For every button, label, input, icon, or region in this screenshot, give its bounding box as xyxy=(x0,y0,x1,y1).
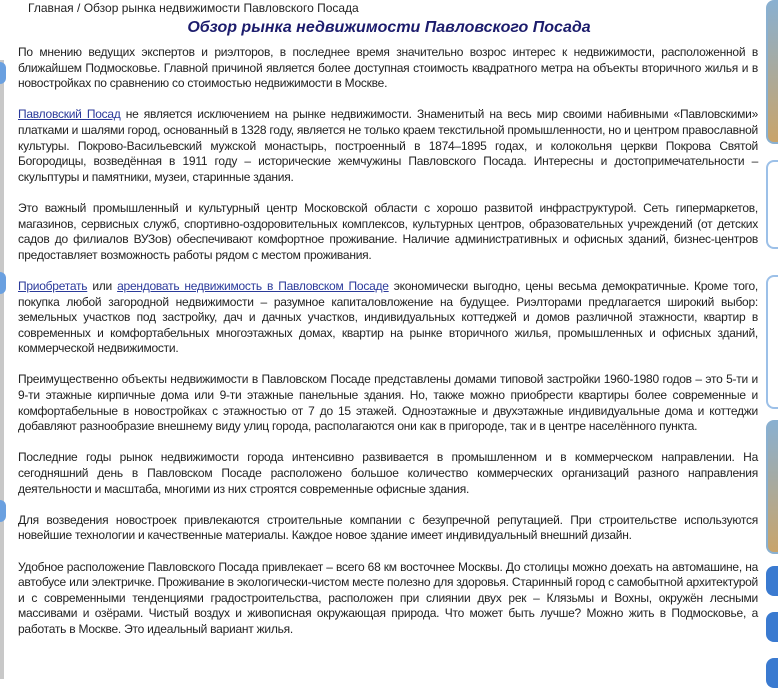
pavlovsky-posad-link[interactable]: Павловский Посад xyxy=(18,107,121,122)
paragraph xyxy=(18,107,758,185)
breadcrumb-current: Обзор рынка недвижимости Павловского Посада xyxy=(83,1,359,15)
paragraph: Удобное расположение Павловского Посада привлекает – всего 68 км восточнее Москвы. До столицы можно доехать на автомашине, на автобусе или электричке. Проживание в экологически-чистом месте полезно для здоровья. Старинный город с самобытной архитектурой и с современными тенденциями градостроительства, расположен при слиянии двух рек – Клязьмы и Вохны, окружён лесными массивами и озёрами. Чистый воздух и живописная окружающая природа. Что может быть лучше? Можно жить в Подмосковье, а работать в Москве. Это идеальный вариант жилья. xyxy=(18,559,758,636)
breadcrumb-separator: / xyxy=(73,1,84,15)
paragraph: Это важный промышленный и культурный центр Московской области с хорошо развитой инфраструктурой. Сеть гипермаркетов, магазинов, сервисных служб, спортивно-оздоровительных комплексов, культурных центров, образовательных учреждений (от детских садов до филиалов ВУЗов) обеспечивают комфортное проживание. Наличие административных и офисных зданий, бизнес-центров предоставляет возможность работы рядом с местом проживания. xyxy=(18,200,758,262)
breadcrumb xyxy=(28,1,359,15)
paragraph-text: экономически выгодно, цены весьма демократичные. Кроме того, покупка любой загородной недвижимости – разумное капиталовложение на будущее. Риэлторами предлагается широкий выбор: земельных участков под застройку, дач и дачных участков, индивидуальных коттеджей и домов различной этажности, квартир в современных и комфортабельных многоэтажных домах, квартир на рынке вторичного жилья, промышленных и офисных зданий, коммерческой недвижимости. xyxy=(18,278,758,356)
breadcrumb-home-link[interactable]: Главная xyxy=(28,1,74,15)
rent-link[interactable]: арендовать недвижимость в Павловском Посаде xyxy=(117,278,389,293)
article-body xyxy=(18,45,758,653)
sidebar-block xyxy=(766,275,778,409)
sidebar-button[interactable] xyxy=(766,658,778,688)
paragraph: Преимущественно объекты недвижимости в Павловском Посаде представлены домами типовой застройки 1960-1980 годов – это 5-ти и 9-ти этажные кирпичные дома или 9-ти этажные панельные здания. Но, также можно приобрести квартиры более современные и комфортабельные в новостройках с этажностью от 7 до 15 этажей. Одноэтажные и двухэтажные индивидуальные дома и коттеджи добавляют разнообразие внешнему виду улиц города, располагаются они как в пригороде, так и в центре населённого пункта. xyxy=(18,372,758,434)
buy-link[interactable]: Приобретать xyxy=(18,278,88,293)
sidebar-button[interactable] xyxy=(766,612,778,642)
left-widget-tab[interactable] xyxy=(0,62,6,84)
sidebar-button[interactable] xyxy=(766,566,778,596)
paragraph-text: не является исключением на рынке недвижимости. Знаменитый на весь мир своими набивными «Павловскими» платками и шалями город, основанный в 1328 году, является не только краем текстильной промышленности, но и центром православной культуры. Покрово-Васильевский мужской монастырь, построенный в 1874–1895 годах, и колокольня церкви Покрова Святой Богородицы, возведённая в 1911 году – исторические жемчужины Павловского Посада. Интересны и достопримечательности – скульптуры и памятники, музеи, старинные здания. xyxy=(18,107,759,184)
left-widget-tab[interactable] xyxy=(0,500,6,522)
page-title: Обзор рынка недвижимости Павловского Посада xyxy=(187,19,591,36)
paragraph-text: или xyxy=(87,278,118,293)
sidebar-block xyxy=(766,160,778,249)
paragraph xyxy=(18,279,758,357)
paragraph: Последние годы рынок недвижимости города интенсивно развивается в промышленном и в коммерческом направлении. На сегодняшний день в Павловском Посаде расположено большое количество коммерческих организаций разного направления деятельности и масштаба, многими из них строятся современные офисные здания. xyxy=(18,450,758,496)
sidebar-banner-image[interactable] xyxy=(766,420,778,554)
paragraph: Для возведения новостроек привлекаются строительные компании с безупречной репутацией. При строительстве используются новейшие технологии и качественные материалы. Каждое новое здание имеет индивидуальный внешний дизайн. xyxy=(18,512,758,543)
left-column-border xyxy=(0,60,4,679)
left-widget-tab[interactable] xyxy=(0,272,6,294)
paragraph: По мнению ведущих экспертов и риэлторов, в последнее время значительно возрос интерес к недвижимости, расположенной в ближайшем Подмосковье. Главной причиной является более доступная стоимость квадратного метра на объекты вторичного жилья и в новостройках по сравнению со стоимостью недвижимости в Москве. xyxy=(18,45,758,91)
